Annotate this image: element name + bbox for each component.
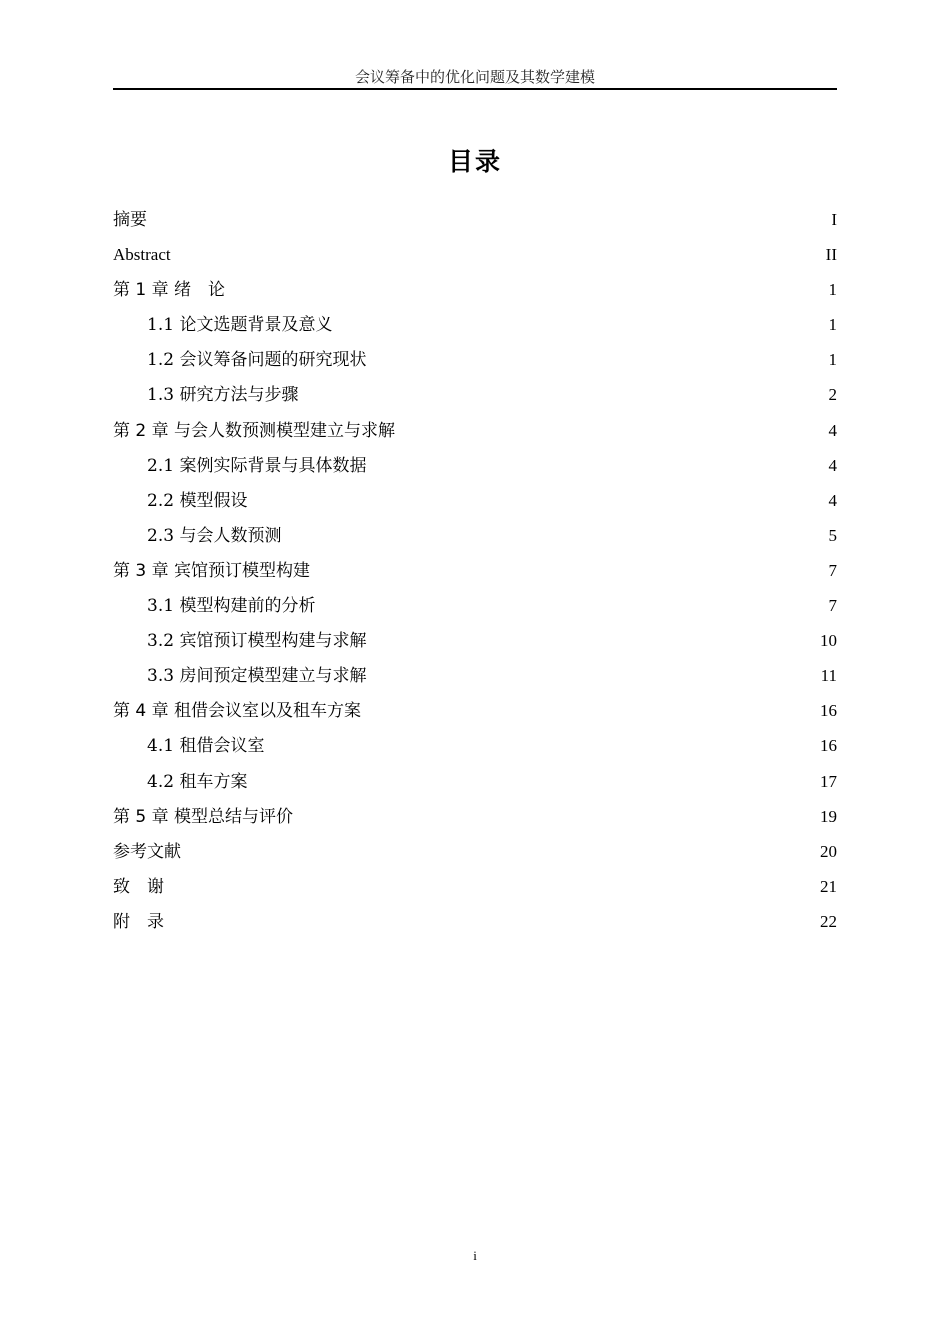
toc-entry-label: 附 录 <box>113 911 164 932</box>
toc-entry-page: 16 <box>820 701 837 721</box>
running-header: 会议筹备中的优化问题及其数学建模 <box>113 66 837 90</box>
toc-entry[interactable] <box>113 693 837 728</box>
toc-entry-label: 3.2 宾馆预订模型构建与求解 <box>147 631 367 652</box>
toc-entry-page: 7 <box>828 596 837 616</box>
toc-entry-page: 1 <box>828 315 837 335</box>
toc-entry-label: 参考文献 <box>113 841 181 862</box>
toc-entry[interactable] <box>113 623 837 658</box>
toc-entry[interactable] <box>113 202 837 237</box>
toc-entry[interactable] <box>113 904 837 939</box>
toc-entry-page: 11 <box>820 666 837 686</box>
toc-entry-label: 第 3 章 宾馆预订模型构建 <box>113 560 311 581</box>
toc-entry-label: 第 4 章 租借会议室以及租车方案 <box>113 701 362 722</box>
toc-entry[interactable] <box>113 237 837 272</box>
toc-entry[interactable] <box>113 869 837 904</box>
toc-entry-label: Abstract <box>113 245 171 265</box>
toc-entry-page: 4 <box>828 490 837 510</box>
toc-entry-page: 21 <box>820 876 837 896</box>
toc-entry[interactable] <box>113 553 837 588</box>
toc-entry-page: 20 <box>820 841 837 861</box>
page-title: 目录 <box>447 147 502 176</box>
toc-entry-page: 1 <box>828 280 837 300</box>
toc-entry-page: 7 <box>828 560 837 580</box>
toc-entry-label: 第 5 章 模型总结与评价 <box>113 806 294 827</box>
toc-entry[interactable] <box>113 834 837 869</box>
toc-entry[interactable] <box>113 658 837 693</box>
toc-entry-page: 17 <box>820 771 837 791</box>
toc-entry[interactable] <box>113 764 837 799</box>
toc-entry[interactable] <box>113 307 837 342</box>
toc-entry-page: 2 <box>828 385 837 405</box>
toc-entry-page: 19 <box>820 806 837 826</box>
toc-entry-label: 4.2 租车方案 <box>147 771 248 792</box>
toc-entry-label: 1.3 研究方法与步骤 <box>147 385 299 406</box>
toc-entry[interactable] <box>113 483 837 518</box>
toc-entry-page: 16 <box>820 736 837 756</box>
toc-entry-page: 1 <box>828 350 837 370</box>
toc-entry-page: 22 <box>820 911 837 931</box>
toc-entry[interactable] <box>113 728 837 763</box>
toc-entry-label: 3.1 模型构建前的分析 <box>147 596 316 617</box>
toc-entry-page: 10 <box>820 631 837 651</box>
toc-entry-page: II <box>825 245 837 265</box>
toc-entry[interactable] <box>113 413 837 448</box>
toc-entry-label: 2.1 案例实际背景与具体数据 <box>147 455 367 476</box>
toc-entry[interactable] <box>113 272 837 307</box>
toc-entry-label: 摘要 <box>113 210 147 230</box>
page-number: i <box>473 1248 477 1263</box>
toc-entry-label: 第 2 章 与会人数预测模型建立与求解 <box>113 420 396 441</box>
toc-entry[interactable] <box>113 342 837 377</box>
toc-entry-label: 致 谢 <box>113 876 164 897</box>
toc-entry-label: 4.1 租借会议室 <box>147 736 265 757</box>
toc-entry-label: 1.1 论文选题背景及意义 <box>147 315 333 336</box>
toc-entry[interactable] <box>113 588 837 623</box>
toc-entry[interactable] <box>113 518 837 553</box>
toc-entry[interactable] <box>113 799 837 834</box>
toc-entry-label: 1.2 会议筹备问题的研究现状 <box>147 350 367 371</box>
toc-entry[interactable] <box>113 377 837 412</box>
toc-entry-page: 5 <box>828 525 837 545</box>
toc-entry-page: 4 <box>828 455 837 475</box>
toc-entry[interactable] <box>113 448 837 483</box>
table-of-contents <box>113 202 837 939</box>
toc-entry-label: 2.2 模型假设 <box>147 490 248 511</box>
toc-entry-page: I <box>831 210 837 229</box>
toc-entry-page: 4 <box>828 420 837 440</box>
toc-entry-label: 第 1 章 绪 论 <box>113 280 226 301</box>
toc-entry-label: 2.3 与会人数预测 <box>147 525 282 546</box>
toc-entry-label: 3.3 房间预定模型建立与求解 <box>147 666 367 687</box>
